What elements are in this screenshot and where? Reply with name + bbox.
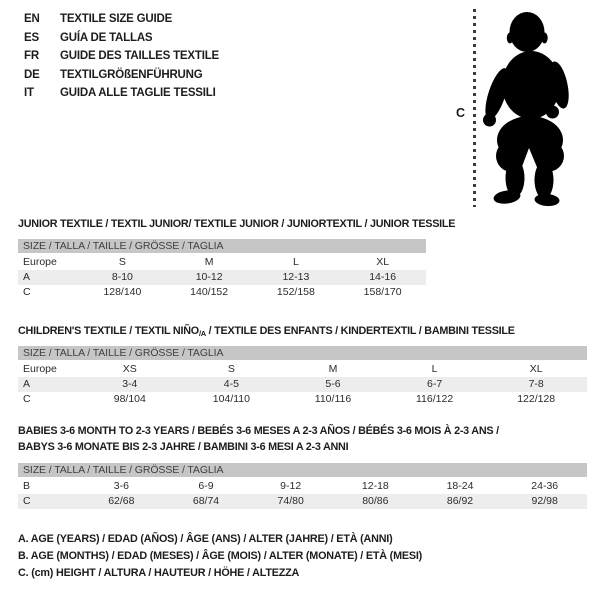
table-row	[18, 494, 587, 509]
value-cell: 74/80	[277, 495, 304, 507]
value-cell: 62/68	[108, 495, 135, 507]
list-item	[24, 29, 219, 48]
children-title-prefix: CHILDREN'S TEXTILE / TEXTIL NIÑO	[18, 325, 199, 337]
value-cell: XL	[529, 363, 543, 375]
value-cell: 14-16	[369, 271, 397, 283]
babies-section-title-line1: BABIES 3-6 MONTH TO 2-3 YEARS / BEBÉS 3-6 MESES A 2-3 AÑOS / BÉBÉS 3-6 MOIS À 2-3 ANS /	[18, 425, 499, 437]
value-cell: L	[292, 256, 299, 268]
value-cell: M	[204, 256, 214, 268]
value-cell: 80/86	[362, 495, 389, 507]
size-header-bar: SIZE / TALLA / TAILLE / GRÖSSE / TAGLIA	[18, 463, 587, 477]
guide-title-translation: GUIDA ALLE TAGLIE TESSILI	[60, 87, 216, 99]
value-cell: 122/128	[517, 393, 556, 405]
value-cell: 104/110	[212, 393, 250, 405]
value-cell: 68/74	[192, 495, 220, 507]
junior-section-title: JUNIOR TEXTILE / TEXTIL JUNIOR/ TEXTILE JUNIOR / JUNIORTEXTIL / JUNIOR TESSILE	[18, 218, 456, 230]
legend-note-age-years: A. AGE (YEARS) / EDAD (AÑOS) / ÂGE (ANS) / ALTER (JAHRE) / ETÀ (ANNI)	[18, 533, 393, 545]
list-item	[24, 66, 219, 85]
row-label-cell: Europe	[23, 256, 57, 268]
table-row	[18, 285, 426, 300]
table-row	[18, 377, 587, 392]
value-cell: 8-10	[111, 271, 133, 283]
value-cell: S	[118, 256, 126, 268]
table-row	[18, 392, 587, 407]
value-cell: 24-36	[531, 480, 559, 492]
value-cell: 158/170	[363, 286, 402, 298]
language-code: FR	[24, 50, 39, 62]
row-label-cell: C	[23, 393, 31, 405]
children-section-title	[18, 325, 515, 340]
babies-section-title-line2: BABYS 3-6 MONATE BIS 2-3 JAHRE / BAMBINI 3-6 MESI A 2-3 ANNI	[18, 441, 349, 453]
guide-title-translation: TEXTILE SIZE GUIDE	[60, 13, 173, 25]
value-cell: 116/122	[415, 393, 454, 405]
guide-title-translation: GUIDE DES TAILLES TEXTILE	[60, 50, 219, 62]
list-item	[24, 10, 219, 29]
value-cell: XS	[122, 363, 137, 375]
value-cell: 3-6	[113, 480, 129, 492]
children-title-suffix: / TEXTILE DES ENFANTS / KINDERTEXTIL / BAMBINI TESSILE	[205, 325, 515, 337]
value-cell: 152/158	[276, 286, 315, 298]
value-cell: 10-12	[195, 271, 223, 283]
value-cell: 128/140	[103, 286, 142, 298]
value-cell: 98/104	[113, 393, 146, 405]
height-measure-dotted-line	[473, 9, 476, 207]
value-cell: 92/98	[531, 495, 558, 507]
language-code: IT	[24, 87, 34, 99]
value-cell: 7-8	[528, 378, 544, 390]
table-row	[18, 479, 587, 494]
legend-notes	[18, 531, 422, 581]
table-row	[18, 362, 587, 377]
language-guide-list	[24, 10, 219, 103]
row-label-cell: C	[23, 286, 31, 298]
value-cell: 110/116	[314, 393, 352, 405]
language-code: DE	[24, 68, 40, 81]
value-cell: L	[431, 363, 438, 375]
value-cell: 6-9	[198, 480, 214, 492]
legend-note-height: C. (cm) HEIGHT / ALTURA / HAUTEUR / HÖHE / ALTEZZA	[18, 566, 300, 579]
value-cell: 5-6	[325, 378, 341, 390]
value-cell: 4-5	[223, 378, 239, 390]
list-item	[24, 47, 219, 66]
row-label-cell: A	[23, 271, 31, 283]
junior-size-table	[18, 239, 426, 300]
baby-silhouette	[480, 8, 570, 208]
value-cell: 140/152	[190, 286, 229, 298]
value-cell: 6-7	[426, 378, 443, 390]
value-cell: S	[227, 363, 235, 375]
value-cell: 86/92	[446, 495, 474, 507]
babies-size-table	[18, 463, 587, 509]
value-cell: 18-24	[446, 480, 474, 492]
size-header-bar: SIZE / TALLA / TAILLE / GRÖSSE / TAGLIA	[18, 239, 426, 253]
language-code: EN	[24, 13, 40, 25]
table-row	[18, 255, 426, 270]
value-cell: 12-18	[361, 480, 389, 492]
children-size-table	[18, 346, 587, 407]
table-row	[18, 270, 426, 285]
row-label-cell: C	[23, 495, 31, 507]
children-title-subscript: /A	[198, 329, 206, 338]
value-cell: 3-4	[122, 378, 138, 390]
guide-title-translation: TEXTILGRÖßENFÜHRUNG	[60, 68, 203, 81]
size-header-bar: SIZE / TALLA / TAILLE / GRÖSSE / TAGLIA	[18, 346, 587, 360]
value-cell: XL	[376, 256, 390, 268]
list-item	[24, 84, 219, 103]
row-label-cell: A	[23, 378, 31, 390]
guide-title-translation: GUÍA DE TALLAS	[60, 31, 153, 44]
value-cell: M	[328, 363, 338, 375]
legend-note-age-months: B. AGE (MONTHS) / EDAD (MESES) / ÂGE (MOIS) / ALTER (MONATE) / ETÀ (MESI)	[18, 549, 423, 562]
language-code: ES	[24, 31, 39, 44]
value-cell: 9-12	[280, 480, 302, 492]
height-measure-label: C	[456, 106, 466, 120]
value-cell: 12-13	[282, 271, 310, 283]
row-label-cell: B	[23, 480, 31, 492]
row-label-cell: Europe	[23, 363, 57, 375]
